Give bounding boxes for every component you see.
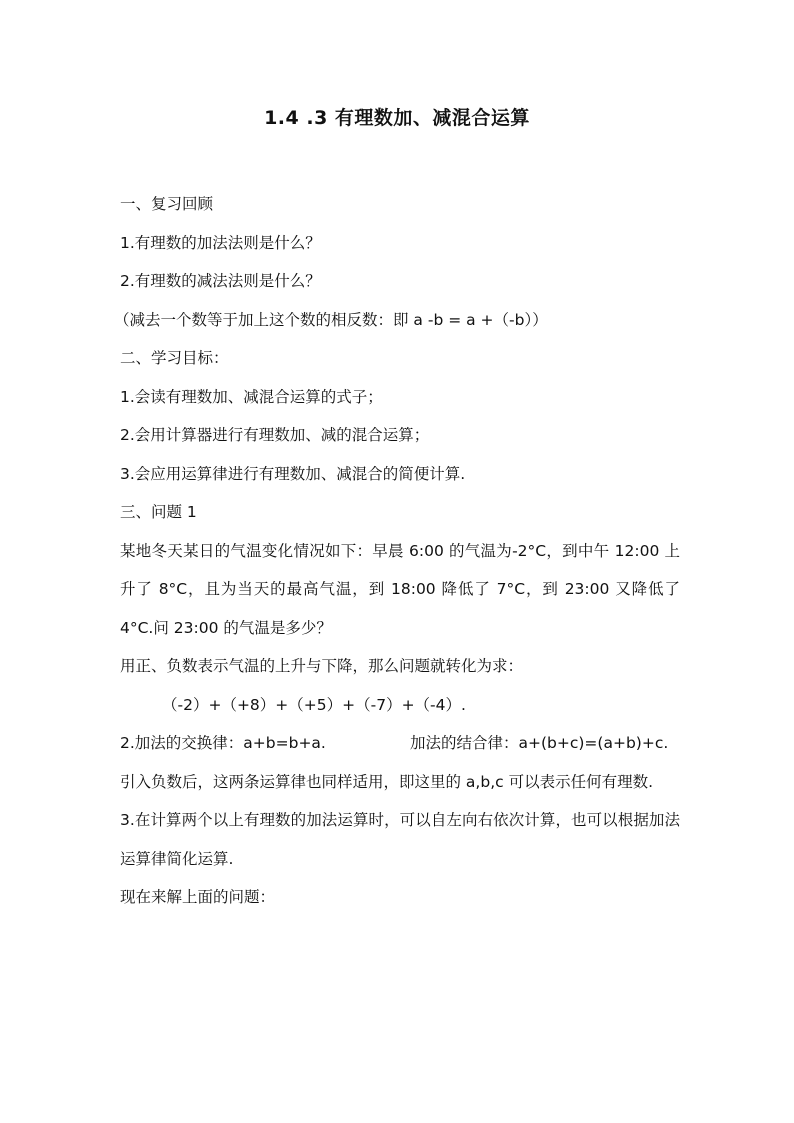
section-heading-goals: 二、学习目标： (120, 349, 229, 367)
associative-law: 加法的结合律：a+(b+c)=(a+b)+c. (410, 734, 669, 752)
commutative-law: 2.加法的交换律：a+b=b+a. (120, 734, 326, 752)
document-body (114, 185, 680, 917)
problem-transform: 用正、负数表示气温的上升与下降，那么问题就转化为求： (120, 657, 524, 675)
section-heading-review: 一、复习回顾 (120, 195, 214, 213)
problem-expression: （-2）+（+8）+（+5）+（-7）+（-4）. (162, 695, 466, 714)
goal-1: 1.会读有理数加、减混合运算的式子； (120, 387, 383, 406)
review-question-1: 1.有理数的加法法则是什么？ (120, 233, 321, 252)
goal-2: 2.会用计算器进行有理数加、减的混合运算； (120, 426, 430, 444)
review-question-2: 2.有理数的减法法则是什么？ (120, 272, 321, 290)
point-3: 3.在计算两个以上有理数的加法运算时，可以自左向右依次计算，也可以根据加法运算律简化运算. (120, 811, 680, 868)
addition-laws-row (120, 724, 680, 763)
subtraction-rule-note: （减去一个数等于加上这个数的相反数：即 a -b = a +（-b）） (114, 310, 548, 329)
goal-3: 3.会应用运算律进行有理数加、减混合的简便计算. (120, 464, 466, 483)
solve-prompt: 现在来解上面的问题： (120, 888, 276, 906)
laws-note: 引入负数后，这两条运算律也同样适用，即这里的 a,b,c 可以表示任何有理数. (120, 772, 653, 791)
page-title: 1.4 .3 有理数加、减混合运算 (264, 107, 530, 129)
section-heading-problem: 三、问题 1 (120, 503, 197, 521)
problem-text: 某地冬天某日的气温变化情况如下：早晨 6:00 的气温为-2°C，到中午 12:00 上升了 8°C，且为当天的最高气温，到 18:00 降低了 7°C，到 23:00 又降低了 4°C.问 23:00 的气温是多少？ (120, 541, 680, 637)
